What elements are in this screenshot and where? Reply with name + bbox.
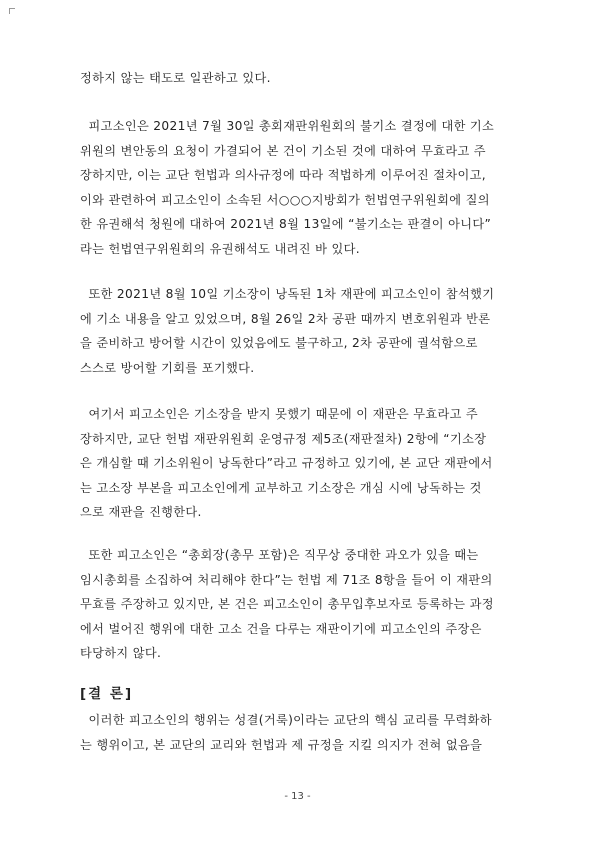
text-line: 무효를 주장하고 있지만, 본 건은 피고소인이 총무입후보자로 등록하는 과정 <box>80 597 494 611</box>
text-line: 에 기소 내용을 알고 있었으며, 8월 26일 2차 공판 때까지 변호위원과 반론 <box>80 311 491 326</box>
text-line: 장하지만, 교단 헌법 재판위원회 운영규정 제5조(재판절차) 2항에 “기소장 <box>80 431 487 446</box>
paragraph-trial-attendance <box>80 282 512 380</box>
text-line: 은 개심할 때 기소위원이 낭독한다”라고 규정하고 있기에, 본 교단 재판에서 <box>80 456 493 470</box>
text-line: 스스로 방어할 기회를 포기했다. <box>80 360 255 375</box>
text-line: 또한 2021년 8월 10일 기소장이 낭독된 1차 재판에 피고소인이 참석했기 <box>80 287 495 301</box>
paragraph-conclusion <box>80 708 512 757</box>
page-number: - 13 - <box>284 791 311 802</box>
text-line: 위원의 변안동의 요청이 가결되어 본 건이 기소된 것에 대하여 무효라고 주 <box>80 143 486 158</box>
paragraph-continuation <box>80 66 512 91</box>
text-line: 이러한 피고소인의 행위는 성결(거룩)이라는 교단의 핵심 교리를 무력화하 <box>80 713 492 727</box>
text-line: 는 고소장 부본을 피고소인에게 교부하고 기소장은 개심 시에 낭독하는 것 <box>80 480 482 495</box>
conclusion-heading: [결 론] <box>80 686 134 702</box>
paragraph-indictment-validity <box>80 114 512 261</box>
text-line: 으로 재판을 진행한다. <box>80 505 202 519</box>
text-line: 정하지 않는 태도로 일관하고 있다. <box>80 71 271 85</box>
paragraph-indictment-reading <box>80 402 512 525</box>
text-line: 타당하지 않다. <box>80 646 162 660</box>
text-line: 에서 벌어진 행위에 대한 고소 건을 다루는 재판이기에 피고소인의 주장은 <box>80 621 482 636</box>
text-line: 을 준비하고 방어할 시간이 있었음에도 불구하고, 2차 공판에 궐석함으로 <box>80 336 478 350</box>
scan-corner-mark <box>9 8 15 14</box>
text-line: 여기서 피고소인은 기소장을 받지 못했기 때문에 이 재판은 무효라고 주 <box>80 407 479 421</box>
text-line: 라는 헌법연구위원회의 유권해석도 내려진 바 있다. <box>80 241 360 256</box>
paragraph-extraordinary-assembly <box>80 543 512 666</box>
text-line: 한 유권해석 청원에 대하여 2021년 8월 13일에 “불기소는 판결이 아니다” <box>80 217 492 231</box>
text-line: 또한 피고소인은 “총회장(총무 포함)은 직무상 중대한 과오가 있을 때는 <box>80 548 479 562</box>
text-line: 피고소인은 2021년 7월 30일 총회재판위원회의 불기소 결정에 대한 기소 <box>80 119 495 133</box>
text-line: 임시총회를 소집하여 처리해야 한다”는 헌법 제 71조 8항을 들어 이 재판의 <box>80 572 493 587</box>
text-line: 장하지만, 이는 교단 헌법과 의사규정에 따라 적법하게 이루어진 절차이고, <box>80 168 486 182</box>
text-line: 이와 관련하여 피고소인이 소속된 서○○○지방회가 헌법연구위원회에 질의 <box>80 192 490 207</box>
text-line: 는 행위이고, 본 교단의 교리와 헌법과 제 규정을 지킬 의지가 전혀 없음을 <box>80 737 483 752</box>
